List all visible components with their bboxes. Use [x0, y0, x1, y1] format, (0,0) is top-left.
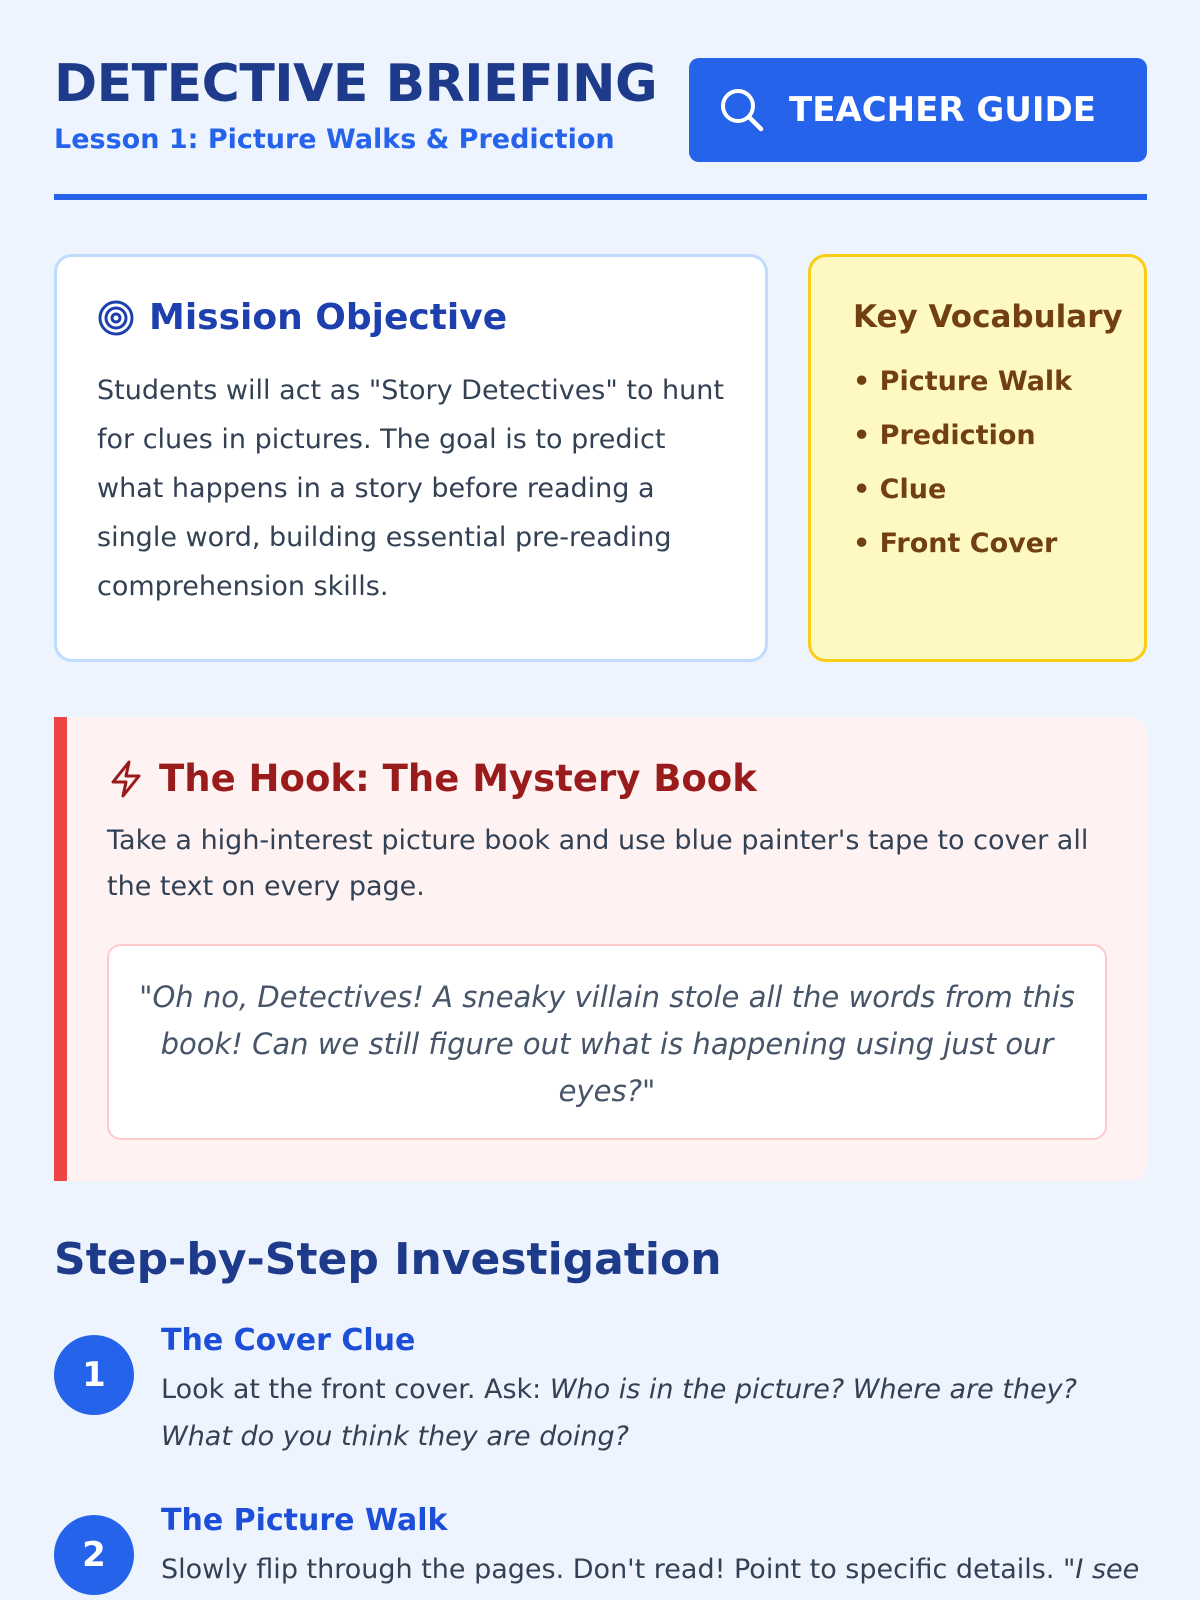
header: [54, 54, 1147, 200]
page-title: DETECTIVE BRIEFING: [54, 54, 658, 114]
step-instruction: Look at the front cover. Ask:: [161, 1374, 550, 1405]
step-text: [161, 1366, 1147, 1460]
step-question: "I see: [1063, 1554, 1140, 1585]
step-number-badge: 1: [54, 1335, 134, 1415]
step-body: [161, 1503, 1147, 1593]
hook-text: Take a high-interest picture book and use blue painter's tape to cover all the text on every page.: [107, 825, 1089, 902]
vocabulary-item: • Prediction: [853, 409, 1144, 463]
hook-quote: "Oh no, Detectives! A sneaky villain stole all the words from this book! Can we still figure out what is happening using just our eyes?": [107, 944, 1107, 1140]
lesson-page: [54, 0, 1147, 1600]
search-icon: [719, 87, 765, 133]
hook-title: The Hook: The Mystery Book: [159, 757, 757, 800]
lightning-icon: [107, 759, 145, 799]
target-icon: [97, 299, 135, 337]
steps-heading: Step-by-Step Investigation: [54, 1234, 722, 1285]
step-question: Who is in the picture? Where are they? What do you think they are doing?: [161, 1374, 1077, 1452]
step-text: [161, 1546, 1147, 1593]
mission-objective-heading: [97, 297, 725, 338]
teacher-guide-button[interactable]: [689, 58, 1147, 162]
key-vocabulary-title: Key Vocabulary: [853, 299, 1123, 335]
mission-objective-card: [54, 254, 768, 662]
vocabulary-item: • Picture Walk: [853, 355, 1144, 409]
step-instruction: Slowly flip through the pages. Don't read! Point to specific details.: [161, 1554, 1064, 1585]
lesson-subtitle: Lesson 1: Picture Walks & Prediction: [54, 124, 615, 155]
step-number-badge: 2: [54, 1515, 134, 1595]
mission-objective-title: Mission Objective: [149, 297, 508, 338]
mission-objective-text: Students will act as "Story Detectives" to hunt for clues in pictures. The goal is to predict what happens in a story before reading a single word, building essential pre-reading comprehension skills.: [97, 375, 724, 602]
hook-heading: [107, 757, 1107, 800]
teacher-guide-label: TEACHER GUIDE: [789, 90, 1096, 130]
key-vocabulary-card: [808, 254, 1147, 662]
step-title: The Cover Clue: [161, 1323, 416, 1358]
step-title: The Picture Walk: [161, 1503, 448, 1538]
vocabulary-list: [853, 355, 1144, 571]
hook-section: [54, 717, 1147, 1181]
vocabulary-item: • Clue: [853, 463, 1144, 517]
vocabulary-item: • Front Cover: [853, 517, 1144, 571]
step-body: [161, 1323, 1147, 1460]
